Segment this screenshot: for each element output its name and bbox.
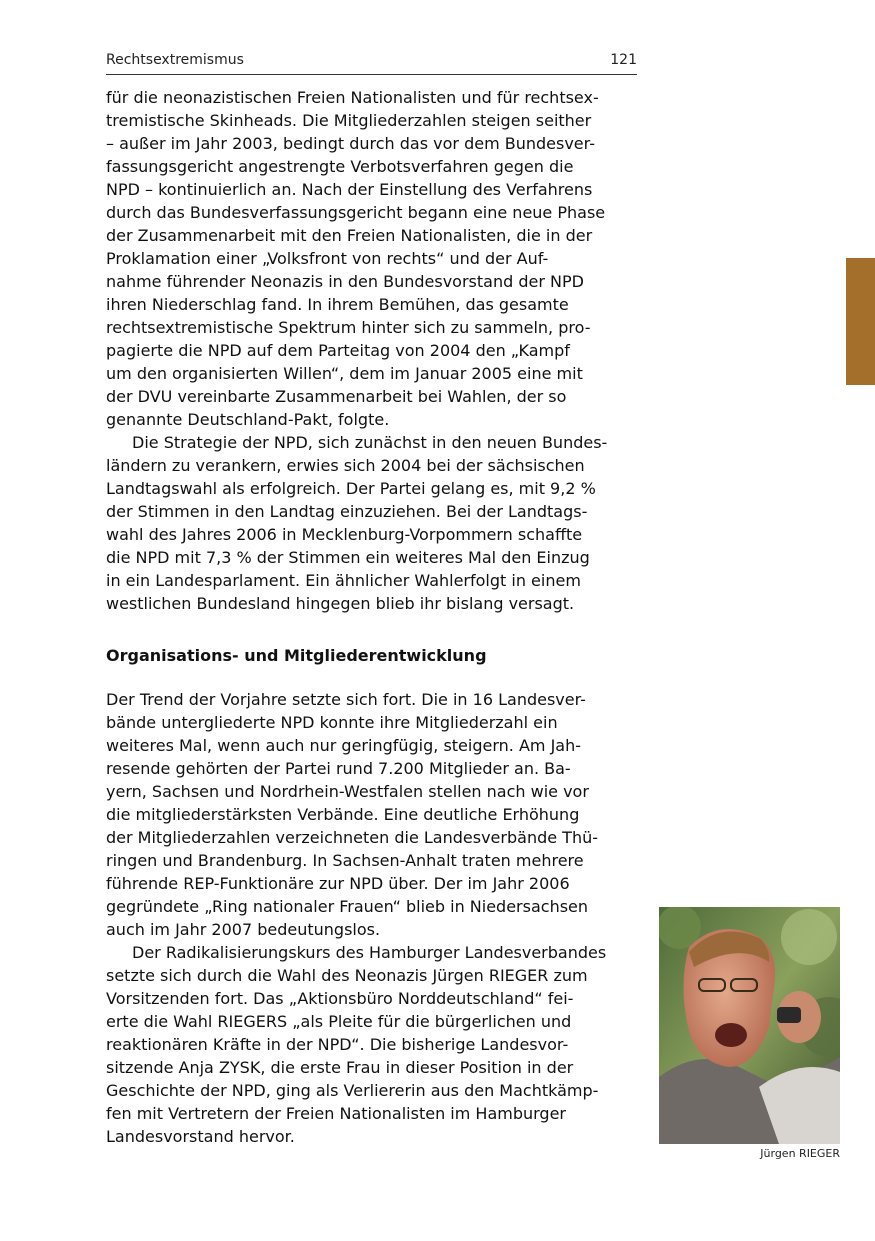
text-line: erte die Wahl RIEGERS „als Pleite für die bürgerlichen und [106, 1012, 572, 1031]
photo-illustration [659, 907, 840, 1144]
text-line: ringen und Brandenburg. In Sachsen-Anhalt traten mehrere [106, 851, 584, 870]
text-line: wahl des Jahres 2006 in Mecklenburg-Vorpommern schaffte [106, 525, 583, 544]
paragraph-4 [106, 941, 637, 1148]
text-line: pagierte die NPD auf dem Parteitag von 2004 den „Kampf [106, 341, 570, 360]
text-line: ihren Niederschlag fand. In ihrem Bemühen, das gesamte [106, 295, 569, 314]
text-line: – außer im Jahr 2003, bedingt durch das vor dem Bundesver- [106, 134, 595, 153]
text-line: Proklamation einer „Volksfront von rechts“ und der Auf- [106, 249, 549, 268]
text-line: Die Strategie der NPD, sich zunächst in den neuen Bundes- [132, 433, 608, 452]
photo-caption: Jürgen RIEGER [760, 1147, 840, 1160]
text-line: genannte Deutschland-Pakt, folgte. [106, 410, 390, 429]
text-line: Der Radikalisierungskurs des Hamburger Landesverbandes [132, 943, 607, 962]
text-line: Geschichte der NPD, ging als Verliererin aus den Machtkämp- [106, 1081, 599, 1100]
running-header [106, 52, 637, 75]
text-line: für die neonazistischen Freien Nationalisten und für rechtsex- [106, 88, 599, 107]
text-line: tremistische Skinheads. Die Mitgliederzahlen steigen seither [106, 111, 592, 130]
text-line: Vorsitzenden fort. Das „Aktionsbüro Norddeutschland“ fei- [106, 989, 574, 1008]
text-line: NPD – kontinuierlich an. Nach der Einstellung des Verfahrens [106, 180, 593, 199]
header-title: Rechtsextremismus [106, 52, 244, 68]
text-line: in ein Landesparlament. Ein ähnlicher Wahlerfolgt in einem [106, 571, 581, 590]
text-line: fassungsgericht angestrengte Verbotsverfahren gegen die [106, 157, 574, 176]
paragraph-3 [106, 688, 637, 941]
text-line: ländern zu verankern, erwies sich 2004 bei der sächsischen [106, 456, 585, 475]
body-text [106, 86, 637, 1148]
text-line: westlichen Bundesland hingegen blieb ihr bislang versagt. [106, 594, 575, 613]
paragraph-2 [106, 431, 637, 615]
section-heading: Organisations- und Mitgliederentwicklung [106, 646, 487, 665]
text-line: der Mitgliederzahlen verzeichneten die Landesverbände Thü- [106, 828, 598, 847]
text-line: Landtagswahl als erfolgreich. Der Partei gelang es, mit 9,2 % [106, 479, 596, 498]
text-line: bände untergliederte NPD konnte ihre Mitgliederzahl ein [106, 713, 558, 732]
page-number: 121 [610, 52, 637, 68]
text-line: um den organisierten Willen“, dem im Januar 2005 eine mit [106, 364, 583, 383]
text-line: rechtsextremistische Spektrum hinter sich zu sammeln, pro- [106, 318, 591, 337]
text-line: reaktionären Kräfte in der NPD“. Die bisherige Landesvor- [106, 1035, 569, 1054]
text-line: die mitgliederstärksten Verbände. Eine deutliche Erhöhung [106, 805, 580, 824]
text-line: gegründete „Ring nationaler Frauen“ blieb in Niedersachsen [106, 897, 589, 916]
text-line: die NPD mit 7,3 % der Stimmen ein weiteres Mal den Einzug [106, 548, 590, 567]
text-line: durch das Bundesverfassungsgericht begann eine neue Phase [106, 203, 606, 222]
text-line: setzte sich durch die Wahl des Neonazis Jürgen RIEGER zum [106, 966, 588, 985]
paragraph-1 [106, 86, 637, 431]
text-line: auch im Jahr 2007 bedeutungslos. [106, 920, 381, 939]
text-line: resende gehörten der Partei rund 7.200 Mitglieder an. Ba- [106, 759, 571, 778]
text-line: nahme führender Neonazis in den Bundesvorstand der NPD [106, 272, 584, 291]
text-line: Der Trend der Vorjahre setzte sich fort. Die in 16 Landesver- [106, 690, 586, 709]
text-line: fen mit Vertretern der Freien Nationalisten im Hamburger [106, 1104, 566, 1123]
text-line: sitzende Anja ZYSK, die erste Frau in dieser Position in der [106, 1058, 574, 1077]
text-line: führende REP-Funktionäre zur NPD über. Der im Jahr 2006 [106, 874, 570, 893]
text-line: der Zusammenarbeit mit den Freien Nationalisten, die in der [106, 226, 593, 245]
chapter-tab [846, 258, 875, 385]
text-line: Landesvorstand hervor. [106, 1127, 295, 1146]
text-line: weiteres Mal, wenn auch nur geringfügig, steigern. Am Jah- [106, 736, 582, 755]
text-line: der Stimmen in den Landtag einzuziehen. Bei der Landtags- [106, 502, 588, 521]
text-line: der DVU vereinbarte Zusammenarbeit bei Wahlen, der so [106, 387, 567, 406]
portrait-photo [659, 907, 840, 1144]
text-line: yern, Sachsen und Nordrhein-Westfalen stellen nach wie vor [106, 782, 589, 801]
